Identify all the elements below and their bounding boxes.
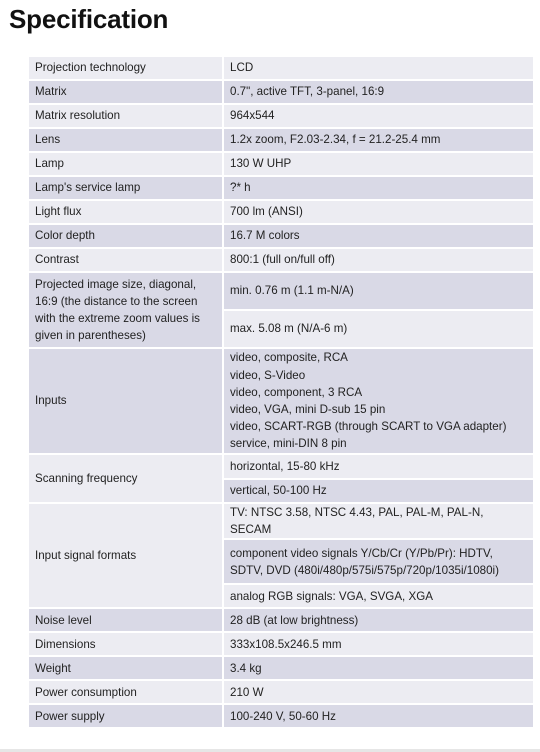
- table-row: [29, 455, 533, 478]
- table-row: [29, 273, 533, 309]
- spec-label: Lamp's service lamp: [29, 177, 222, 199]
- spec-value: horizontal, 15-80 kHz: [224, 455, 533, 478]
- table-row: [29, 201, 533, 223]
- table-row: [29, 177, 533, 199]
- spec-value: ?* h: [224, 177, 533, 199]
- spec-value: 3.4 kg: [224, 657, 533, 679]
- spec-value: video, composite, RCA video, S-Video video, component, 3 RCA video, VGA, mini D-sub 15 pin video, SCART-RGB (through SCART to VGA adapter) service, mini-DIN 8 pin: [224, 349, 533, 453]
- spec-label: Light flux: [29, 201, 222, 223]
- spec-value: 16.7 M colors: [224, 225, 533, 247]
- specification-table: [27, 55, 535, 729]
- spec-value: 0.7", active TFT, 3-panel, 16:9: [224, 81, 533, 103]
- page-title: Specification: [9, 4, 169, 34]
- table-row: [29, 129, 533, 151]
- spec-value: 1.2x zoom, F2.03-2.34, f = 21.2-25.4 mm: [224, 129, 533, 151]
- spec-label: Power consumption: [29, 681, 222, 703]
- spec-label: Dimensions: [29, 633, 222, 655]
- spec-label: Matrix resolution: [29, 105, 222, 127]
- spec-label: Projected image size, diagonal, 16:9 (the distance to the screen with the extreme zoom values is given in parentheses): [29, 273, 222, 347]
- table-row: [29, 153, 533, 175]
- spec-value: LCD: [224, 57, 533, 79]
- table-row: [29, 57, 533, 79]
- spec-label: Power supply: [29, 705, 222, 727]
- table-row: [29, 504, 533, 538]
- table-row: [29, 681, 533, 703]
- spec-value: 210 W: [224, 681, 533, 703]
- spec-label: Inputs: [29, 349, 222, 453]
- spec-value: vertical, 50-100 Hz: [224, 480, 533, 502]
- table-row: [29, 633, 533, 655]
- spec-label: Contrast: [29, 249, 222, 271]
- spec-value: 800:1 (full on/full off): [224, 249, 533, 271]
- spec-label: Noise level: [29, 609, 222, 631]
- spec-label: Color depth: [29, 225, 222, 247]
- table-row: [29, 105, 533, 127]
- spec-value: analog RGB signals: VGA, SVGA, XGA: [224, 585, 533, 607]
- spec-label: Projection technology: [29, 57, 222, 79]
- spec-label: Weight: [29, 657, 222, 679]
- spec-label: Input signal formats: [29, 504, 222, 607]
- spec-value: 28 dB (at low brightness): [224, 609, 533, 631]
- table-row: [29, 705, 533, 727]
- spec-value: TV: NTSC 3.58, NTSC 4.43, PAL, PAL-M, PAL-N, SECAM: [224, 504, 533, 538]
- spec-value: min. 0.76 m (1.1 m-N/A): [224, 273, 533, 309]
- table-row: [29, 349, 533, 453]
- spec-value: 130 W UHP: [224, 153, 533, 175]
- table-row: [29, 609, 533, 631]
- spec-label: Scanning frequency: [29, 455, 222, 502]
- spec-value: component video signals Y/Cb/Cr (Y/Pb/Pr): HDTV, SDTV, DVD (480i/480p/575i/575p/720p/1035i/1080i): [224, 540, 533, 583]
- table-row: [29, 81, 533, 103]
- table-row: [29, 225, 533, 247]
- table-row: [29, 657, 533, 679]
- table-row: [29, 249, 533, 271]
- spec-label: Lamp: [29, 153, 222, 175]
- spec-value: 964x544: [224, 105, 533, 127]
- spec-value: 333x108.5x246.5 mm: [224, 633, 533, 655]
- spec-label: Matrix: [29, 81, 222, 103]
- spec-label: Lens: [29, 129, 222, 151]
- spec-value: max. 5.08 m (N/A-6 m): [224, 311, 533, 347]
- spec-value: 700 lm (ANSI): [224, 201, 533, 223]
- spec-value: 100-240 V, 50-60 Hz: [224, 705, 533, 727]
